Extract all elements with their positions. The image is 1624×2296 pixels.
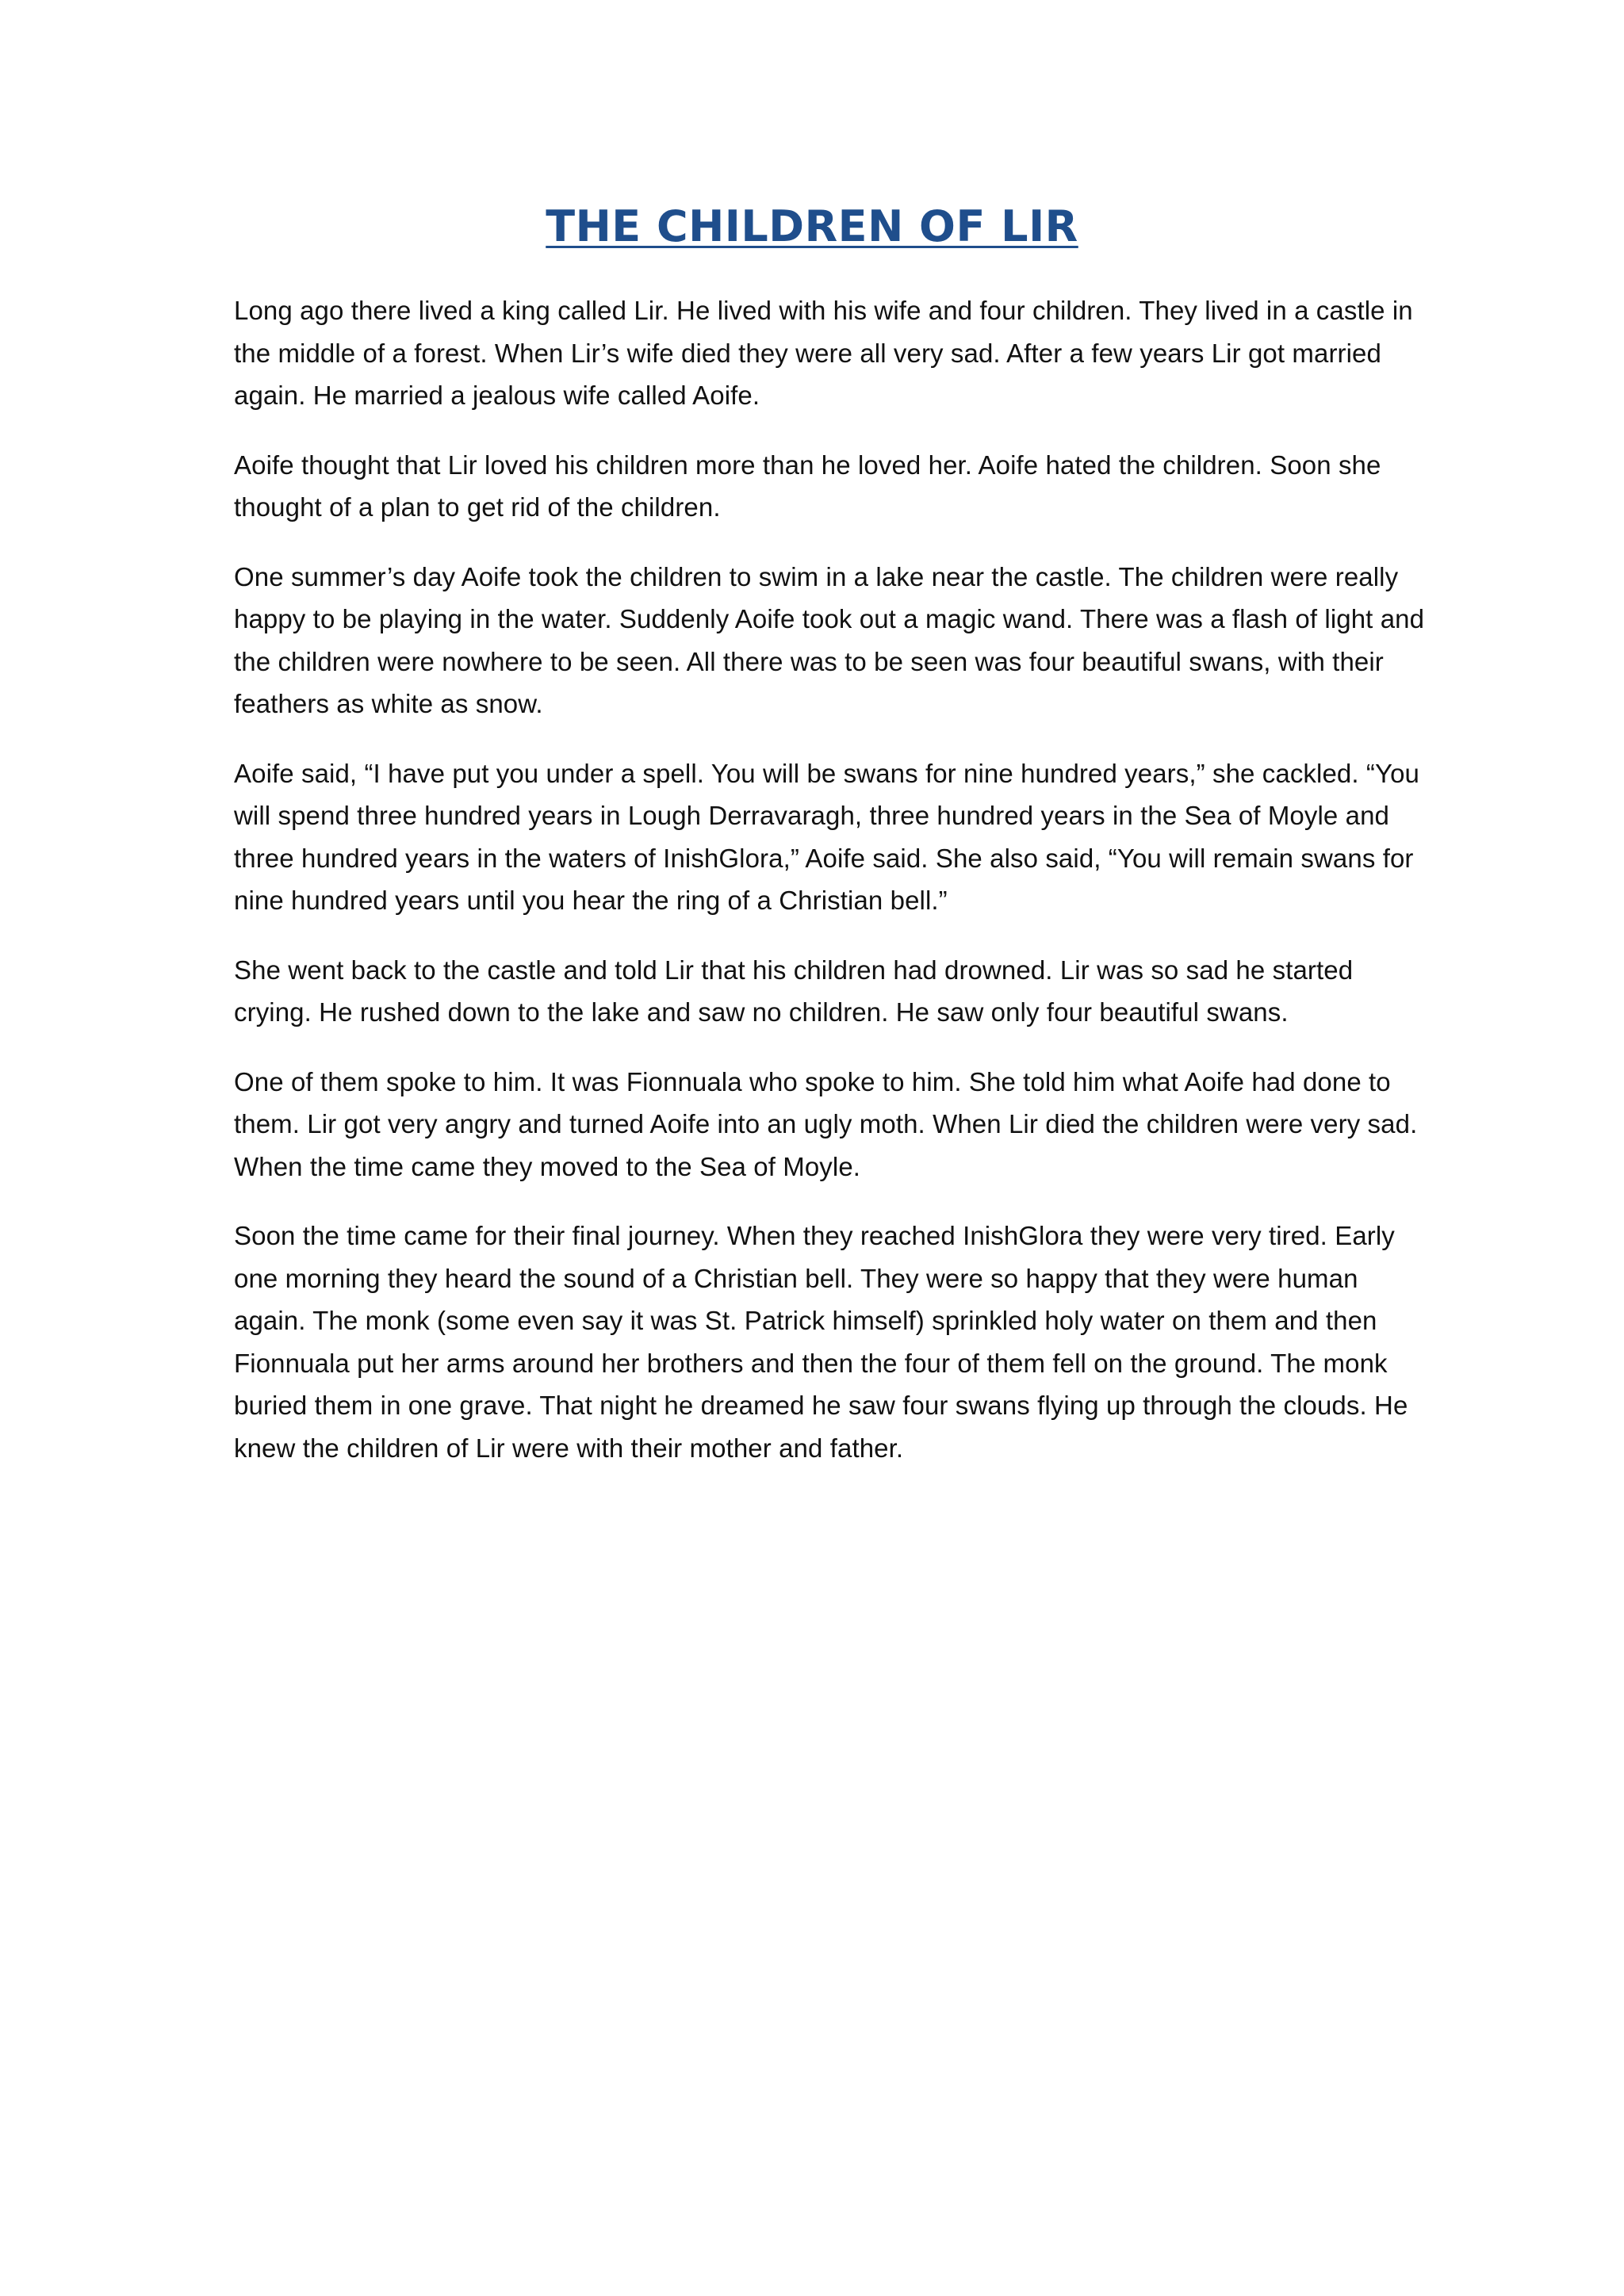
story-body <box>234 289 1427 1496</box>
story-paragraph: Long ago there lived a king called Lir. He lived with his wife and four children. They lived in a castle in the middle of a forest. When Lir’s wife died they were all very sad. After a few years Lir got married again. He married a jealous wife called Aoife. <box>234 296 1413 410</box>
story-paragraph: Soon the time came for their final journey. When they reached InishGlora they were very tired. Early one morning they heard the sound of a Christian bell. They were so happy that they were human again. The monk (some even say it was St. Patrick himself) sprinkled holy water on them and then Fionnuala put her arms around her brothers and then the four of them fell on the ground. The monk buried them in one grave. That night he dreamed he saw four swans flying up through the clouds. He knew the children of Lir were with their mother and father. <box>234 1221 1408 1463</box>
story-paragraph: Aoife said, “I have put you under a spell. You will be swans for nine hundred years,” she cackled. “You will spend three hundred years in Lough Derravaragh, three hundred years in the Sea of Moyle and three hundred years in the waters of InishGlora,” Aoife said. She also said, “You will remain swans for nine hundred years until you hear the ring of a Christian bell.” <box>234 758 1419 915</box>
story-paragraph: She went back to the castle and told Lir that his children had drowned. Lir was so sad he started crying. He rushed down to the lake and saw no children. He saw only four beautiful swans. <box>234 955 1354 1027</box>
story-paragraph: One of them spoke to him. It was Fionnuala who spoke to him. She told him what Aoife had done to them. Lir got very angry and turned Aoife into an ugly moth. When Lir died the children were very sad. When the time came they moved to the Sea of Moyle. <box>234 1066 1418 1181</box>
story-paragraph: Aoife thought that Lir loved his children more than he loved her. Aoife hated the children. Soon she thought of a plan to get rid of the children. <box>234 450 1381 522</box>
page-title: THE CHILDREN OF LIR <box>546 201 1078 251</box>
story-paragraph: One summer’s day Aoife took the children to swim in a lake near the castle. The children were really happy to be playing in the water. Suddenly Aoife took out a magic wand. There was a flash of light and the children were nowhere to be seen. All there was to be seen was four beautiful swans, with their feathers as white as snow. <box>234 561 1425 718</box>
